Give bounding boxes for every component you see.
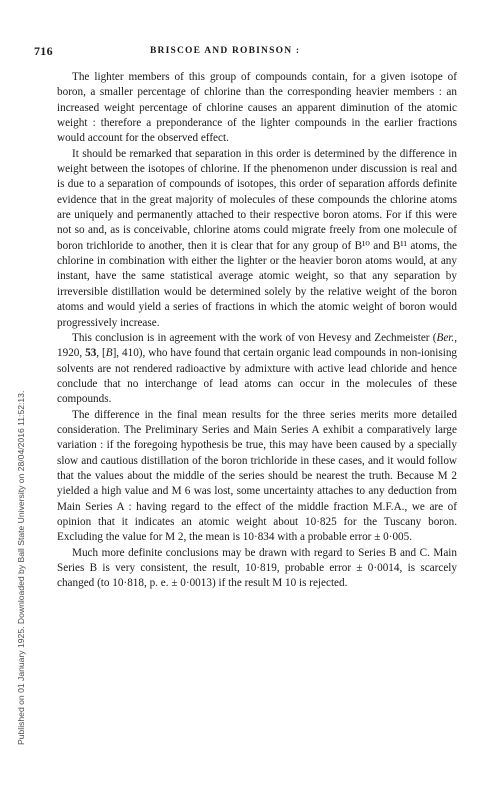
- journal-section: B: [105, 347, 113, 360]
- paragraph-3-text-c: , [: [96, 347, 106, 360]
- paragraph-3-text-b: , 1920,: [57, 331, 457, 360]
- volume-number: 53: [85, 347, 97, 360]
- paragraph-3-text-a: This conclusion is in agreement with the work of von Hevesy and Zechmeister (: [72, 331, 437, 344]
- paragraph-3-text-d: ], 410), who have found that certain organic lead compounds in non-ionising solvents are not rendered radioactive by admixture with active lead chloride and hence conclude that no interchange of lead atoms can occur in the molecules of these compounds.: [57, 347, 458, 406]
- download-side-note: Published on 01 January 1925. Downloaded by Ball State University on 28/04/2016 11:52:13.: [16, 390, 26, 745]
- running-head: BRISCOE AND ROBINSON :: [150, 46, 301, 56]
- paragraph-5: Much more definite conclusions may be drawn with regard to Series B and C. Main Series B is very consistent, the result, 10·819, probable error ± 0·0014, is scarcely changed (to 10·818, p. e. ± 0·0013) if the result M 10 is rejected.: [57, 546, 457, 590]
- journal-citation: Ber.: [436, 331, 455, 344]
- paragraph-3: [57, 331, 457, 408]
- body-text: [57, 70, 457, 592]
- paragraph-4: The difference in the final mean results for the three series merits more detailed consideration. The Preliminary Series and Main Series A exhibit a comparatively large variation : if the foregoing hypothesis be true, this may have been caused by a specially slow and cautious distillation of the boron trichloride in these cases, and it would follow that the values about the middle of the series should be nearest the truth. Because M 2 yielded a high value and M 6 was lost, some uncertainty attaches to any deduction from Main Series A : having regard to the effect of the middle fraction M.F.A., we are of opinion that it indicates an atomic weight about 10·825 for the Tuscany boron. Excluding the value for M 2, the mean is 10·834 with a probable error ± 0·005.: [57, 408, 457, 544]
- page-number: 716: [34, 44, 53, 58]
- paragraph-2: It should be remarked that separation in this order is determined by the difference in weight between the isotopes of chlorine. If the phenomenon under discussion is real and is due to a separation of compounds of isotopes, this order of separation affords definite evidence that in the great majority of molecules of these compounds the chlorine atoms are uniquely and permanently attached to their respective boron atoms. For if this were not so and, as is conceivable, chlorine atoms could migrate freely from one molecule of boron trichloride to another, then it is clear that for any group of B¹⁰ and B¹¹ atoms, the chlorine in combination with either the lighter or the heavier boron atoms would, at any instant, have the same statistical average atomic weight, so that any separation by irreversible distillation would be determined solely by the relative weight of the boron atoms and would yield a series of fractions in which the atomic weight of boron would progressively increase.: [57, 147, 457, 329]
- paragraph-1: The lighter members of this group of compounds contain, for a given isotope of boron, a smaller percentage of chlorine than the corresponding heavier members : an increased weight percentage of chlorine causes an apparent diminution of the atomic weight : therefore a preponderance of the lighter compounds in the earlier fractions would account for the observed effect.: [57, 71, 457, 145]
